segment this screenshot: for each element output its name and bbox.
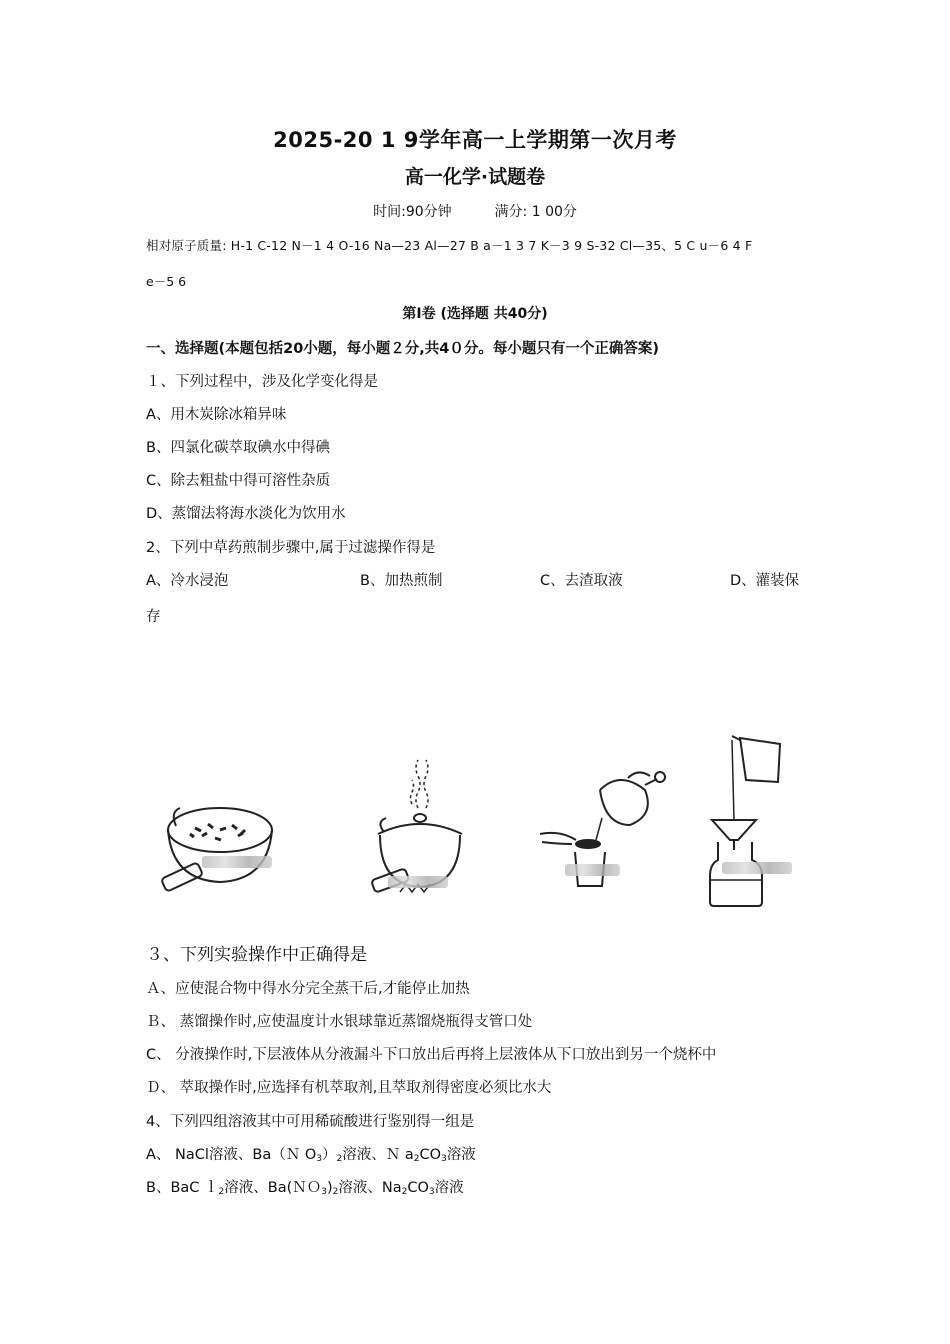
q4-option-a: A、 NaCl溶液、Ba（Ｎ $O_3)_2$溶液、Ｎ $a_2CO_3$溶液: [146, 1147, 476, 1164]
score-label: 满分: 1 00分: [494, 204, 577, 220]
section-heading: 一、选择题(本题包括20小题，每小题２分,共4０分。每小题只有一个正确答案): [146, 341, 660, 357]
herbal-steps-illustration: [150, 730, 820, 910]
q3-option-a: Ａ、应使混合物中得水分完全蒸干后,才能停止加热: [146, 981, 470, 997]
q3-option-b: Ｂ、 蒸馏操作时,应使温度计水银球靠近蒸馏烧瓶得支管口处: [146, 1014, 533, 1030]
q2-option-b: B、加热煎制: [360, 573, 443, 589]
q1-option-a: A、用木炭除冰箱异味: [146, 407, 287, 423]
q1-option-d: D、蒸馏法将海水淡化为饮用水: [146, 506, 346, 522]
q4-stem: 4、下列四组溶液其中可用稀硫酸进行鉴别得一组是: [146, 1114, 475, 1130]
blurred-label-4: [722, 862, 792, 874]
q4-option-b: B、BaC ｌ$_2$溶液、$Ba(NO_3)_2$溶液、$Na_2CO_3$溶液: [146, 1180, 464, 1197]
time-label: 时间:90分钟: [373, 204, 452, 220]
time-score-line: [0, 201, 950, 221]
herbal-medicine-figure: [150, 730, 820, 910]
q3-option-d: Ｄ、 萃取操作时,应选择有机萃取剂,且萃取剂得密度必须比水大: [146, 1080, 552, 1096]
q2-option-d-continued: 存: [146, 609, 161, 625]
q2-option-a: A、冷水浸泡: [146, 573, 229, 589]
q2-stem: 2、下列中草药煎制步骤中,属于过滤操作得是: [146, 540, 436, 556]
q1-stem: １、下列过程中，涉及化学变化得是: [146, 374, 378, 390]
soaking-pot-icon: [161, 808, 272, 892]
q2-option-c: C、去渣取液: [540, 573, 623, 589]
q2-option-d: D、灌装保: [730, 573, 800, 589]
q1-option-b: B、四氯化碳萃取碘水中得碘: [146, 440, 330, 456]
boiling-pot-icon: [371, 760, 462, 893]
blurred-label-1: [202, 856, 272, 868]
part-heading: 第Ⅰ卷 (选择题 共40分): [402, 306, 548, 322]
atomic-mass-line-2: e－5 6: [146, 274, 187, 289]
blurred-label-3: [565, 864, 620, 876]
exam-title: 2025-20 1 9学年高一上学期第一次月考: [273, 128, 677, 152]
blurred-label-2: [388, 876, 448, 888]
q3-stem: ３、下列实验操作中正确得是: [146, 945, 367, 965]
bottling-icon: [710, 736, 780, 906]
exam-subtitle: 高一化学·试题卷: [404, 166, 546, 188]
atomic-mass-line-1: 相对原子质量: H-1 C-12 N－1 4 O-16 Na—23 Al—27 B a－1 3 7 K－3 9 S-32 Cl—35、5 C u－6 4 F: [146, 238, 753, 253]
q3-option-c: C、 分液操作时,下层液体从分液漏斗下口放出后再将上层液体从下口放出到另一个烧杯中: [146, 1047, 717, 1063]
q1-option-c: C、除去粗盐中得可溶性杂质: [146, 473, 331, 489]
